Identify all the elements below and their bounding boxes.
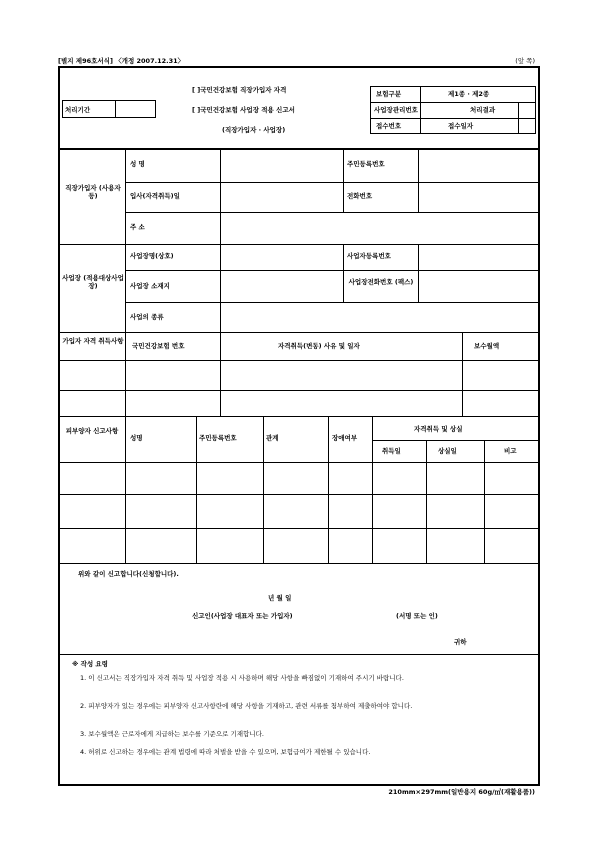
- s3-col2: 자격취득(변동) 사유 및 일자: [278, 342, 360, 350]
- note-item: 1. 이 신고서는 직장가입자 자격 취득 및 사업장 적용 시 사용하며 해당 사항을 빠짐없이 기재하여 주시기 바랍니다.: [80, 674, 404, 682]
- note-item: 2. 피부양자가 있는 경우에는 피부양자 신고사항란에 해당 사항을 기재하고, 관련 서류를 첨부하여 제출하여야 합니다.: [80, 702, 413, 710]
- s1-phone-field[interactable]: [419, 183, 539, 211]
- divider: [343, 148, 344, 212]
- divider: [420, 86, 421, 134]
- declaration-sign[interactable]: (서명 또는 인): [396, 612, 438, 620]
- s4-col-disabled: 장애여부: [332, 434, 358, 442]
- right-mid-c: 처리결과: [470, 106, 496, 114]
- s2-bizno-field[interactable]: [419, 245, 539, 269]
- s1-rrn-field[interactable]: [419, 149, 539, 181]
- divider: [518, 102, 519, 134]
- declaration-reporter: 신고인(사업장 대표자 또는 가입자): [192, 612, 293, 620]
- right-bot-b: 접수일자: [448, 122, 474, 130]
- title-line3: (직장가입자 · 사업장): [222, 126, 286, 134]
- right-bot-a: 접수번호: [376, 122, 402, 130]
- s4-sub3: 비고: [504, 447, 517, 455]
- divider: [58, 416, 540, 417]
- s4-row2[interactable]: [59, 495, 539, 527]
- s4-row1[interactable]: [59, 463, 539, 493]
- declaration-line: 위와 같이 신고합니다(신청합니다).: [78, 570, 179, 578]
- divider: [58, 332, 540, 333]
- s1-name-field[interactable]: [221, 149, 342, 181]
- section3-label: 가입자 자격 취득사항: [62, 337, 124, 345]
- s2-biztype-label: 사업의 종류: [130, 313, 164, 321]
- section2-label: 사업장 (적용대상사업장): [62, 274, 124, 290]
- divider: [58, 563, 540, 564]
- divider: [372, 440, 540, 441]
- s3-col1: 국민건강보험 번호: [132, 342, 185, 350]
- declaration-date: 년 월 일: [268, 594, 292, 602]
- form-number: [별지 제96호서식] 〈개정 2007.12.31〉: [58, 57, 185, 65]
- s1-date-field[interactable]: [221, 183, 342, 211]
- right-mid-a: 사업장관리번호: [374, 106, 418, 114]
- s4-sub1: 취득일: [382, 447, 401, 455]
- s2-company-label: 사업장명(상호): [130, 252, 174, 260]
- s4-row3[interactable]: [59, 529, 539, 562]
- s1-name-label: 성 명: [130, 160, 145, 168]
- s2-company-field[interactable]: [221, 245, 342, 269]
- s3-col3: 보수월액: [474, 342, 500, 350]
- processing-label: 처리기간: [65, 106, 91, 114]
- s2-location-label: 사업장 소재지: [130, 282, 170, 290]
- processing-label-box: [62, 100, 116, 118]
- divider: [343, 244, 344, 302]
- s2-location-field[interactable]: [221, 271, 342, 301]
- s2-phone-label: 사업장전화번호 (팩스): [348, 278, 414, 286]
- right-top-b: 제1종 · 제2종: [448, 90, 490, 98]
- paper-side: (앞 쪽): [515, 57, 535, 65]
- s4-col-rrn: 주민등록번호: [199, 434, 237, 442]
- s1-address-field[interactable]: [221, 213, 539, 243]
- divider: [58, 654, 540, 655]
- s4-col-rel: 관계: [266, 434, 279, 442]
- footer-paper-spec: 210mm×297mm(일반용지 60g/㎡(재활용품)): [388, 788, 535, 796]
- divider: [370, 118, 536, 119]
- section1-label: 직장가입자 (사용자 등): [65, 184, 121, 200]
- s1-address-label: 주 소: [130, 223, 145, 231]
- s4-col-name: 성명: [130, 434, 143, 442]
- s2-bizno-label: 사업자등록번호: [347, 252, 391, 260]
- s3-row1-input[interactable]: [59, 361, 539, 389]
- note-item: 3. 보수월액은 근로자에게 지급하는 보수를 기준으로 기재합니다.: [80, 730, 264, 738]
- title-line1: [ ]국민건강보험 직장가입자 자격: [192, 86, 287, 94]
- s2-biztype-field[interactable]: [221, 303, 539, 331]
- s4-sub2: 상실일: [438, 447, 457, 455]
- processing-value-box[interactable]: [116, 100, 156, 118]
- title-line2: [ ]국민건강보험 사업장 적용 신고서: [192, 106, 295, 114]
- s1-phone-label: 전화번호: [347, 192, 373, 200]
- s3-row2-input[interactable]: [59, 391, 539, 415]
- note-item: 4. 허위로 신고하는 경우에는 관계 법령에 따라 처벌을 받을 수 있으며, 보험급여가 제한될 수 있습니다.: [80, 748, 371, 756]
- s2-phone-field[interactable]: [419, 271, 539, 301]
- s1-rrn-label: 주민등록번호: [347, 160, 385, 168]
- declaration-to: 귀하: [454, 638, 467, 646]
- section4-label: 피부양자 신고사항: [65, 427, 119, 435]
- s4-group-label: 자격취득 및 상실: [414, 425, 463, 433]
- right-top-a: 보험구분: [376, 90, 402, 98]
- s1-date-label: 입사(자격취득)일: [130, 192, 180, 200]
- notes-title: ※ 작성 요령: [72, 660, 108, 668]
- divider: [370, 102, 536, 103]
